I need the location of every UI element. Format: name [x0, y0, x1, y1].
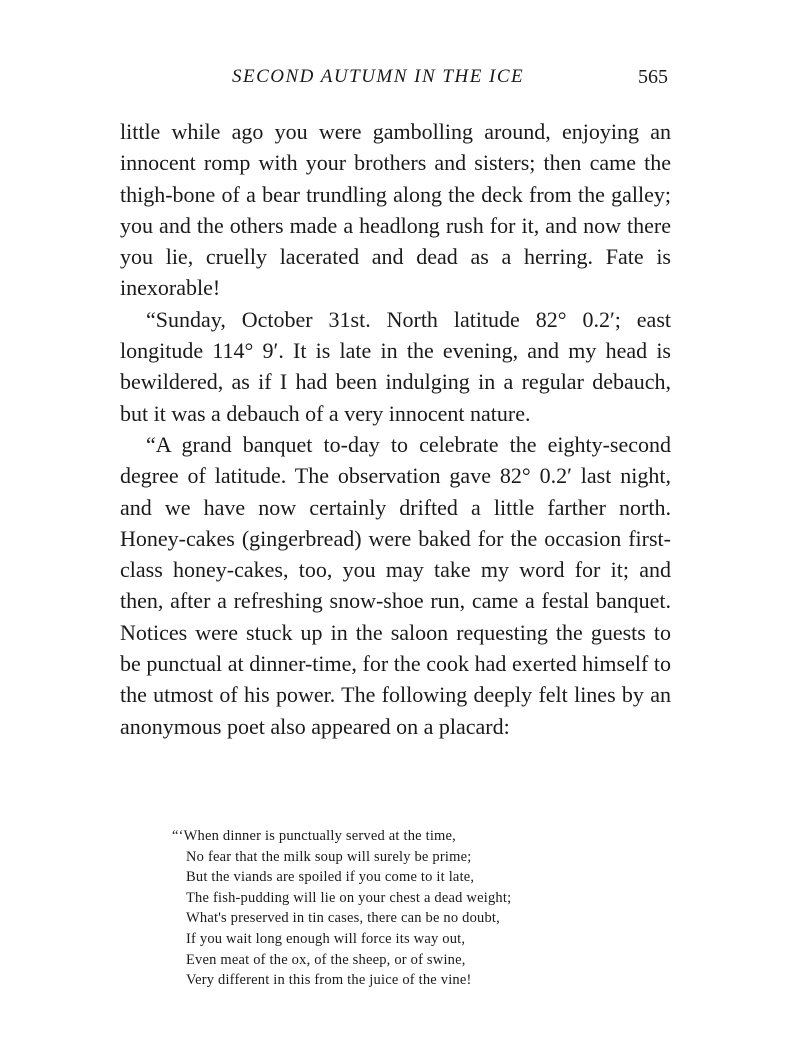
running-head [120, 66, 670, 96]
poem-line: But the viands are spoiled if you come to it late, [186, 869, 475, 886]
body-text [120, 116, 671, 742]
paragraph-continued: little while ago you were gambolling around, enjoying an innocent romp with your brothers and sisters; then came the thigh-bone of a bear trundling along the deck from the galley; you and the others made a headlong rush for it, and now there you lie, cruelly lacerated and dead as a herring. Fate is inexorable! [120, 119, 671, 301]
running-title: SECOND AUTUMN IN THE ICE [232, 66, 525, 87]
poem-line: No fear that the milk soup will surely be prime; [186, 848, 472, 865]
poem-line: Even meat of the ox, of the sheep, or of swine, [186, 951, 466, 968]
paragraph-sunday-entry: “Sunday, October 31st. North latitude 82° 0.2′; east longitude 114° 9′. It is late in the evening, and my head is bewildered, as if I had been indulging in a regular debauch, but it was a debauch of a very innocent nature. [120, 306, 671, 426]
page-number: 565 [638, 66, 668, 88]
poem-line: If you wait long enough will force its way out, [186, 930, 466, 947]
paragraph-banquet: “A grand banquet to-day to celebrate the eighty-second degree of latitude. The observation gave 82° 0.2′ last night, and we have now certainly drifted a little farther north. Honey-cakes (gingerbread) were baked for the occasion first-class honey-cakes, too, you may take my word for it; and then, after a refreshing snow-shoe run, came a festal banquet. Notices were stuck up in the saloon requesting the guests to be punctual at dinner-time, for the cook had exerted himself to the utmost of his power. The following deeply felt lines by an anonymous poet also appeared on a placard: [120, 431, 671, 739]
poem-line: The fish-pudding will lie on your chest a dead weight; [186, 889, 512, 906]
poem-line: “‘When dinner is punctually served at the time, [172, 828, 457, 844]
poem-block [172, 826, 612, 991]
poem-line: What's preserved in tin cases, there can be no doubt, [186, 910, 500, 927]
poem-line: Very different in this from the juice of the vine! [186, 972, 472, 989]
